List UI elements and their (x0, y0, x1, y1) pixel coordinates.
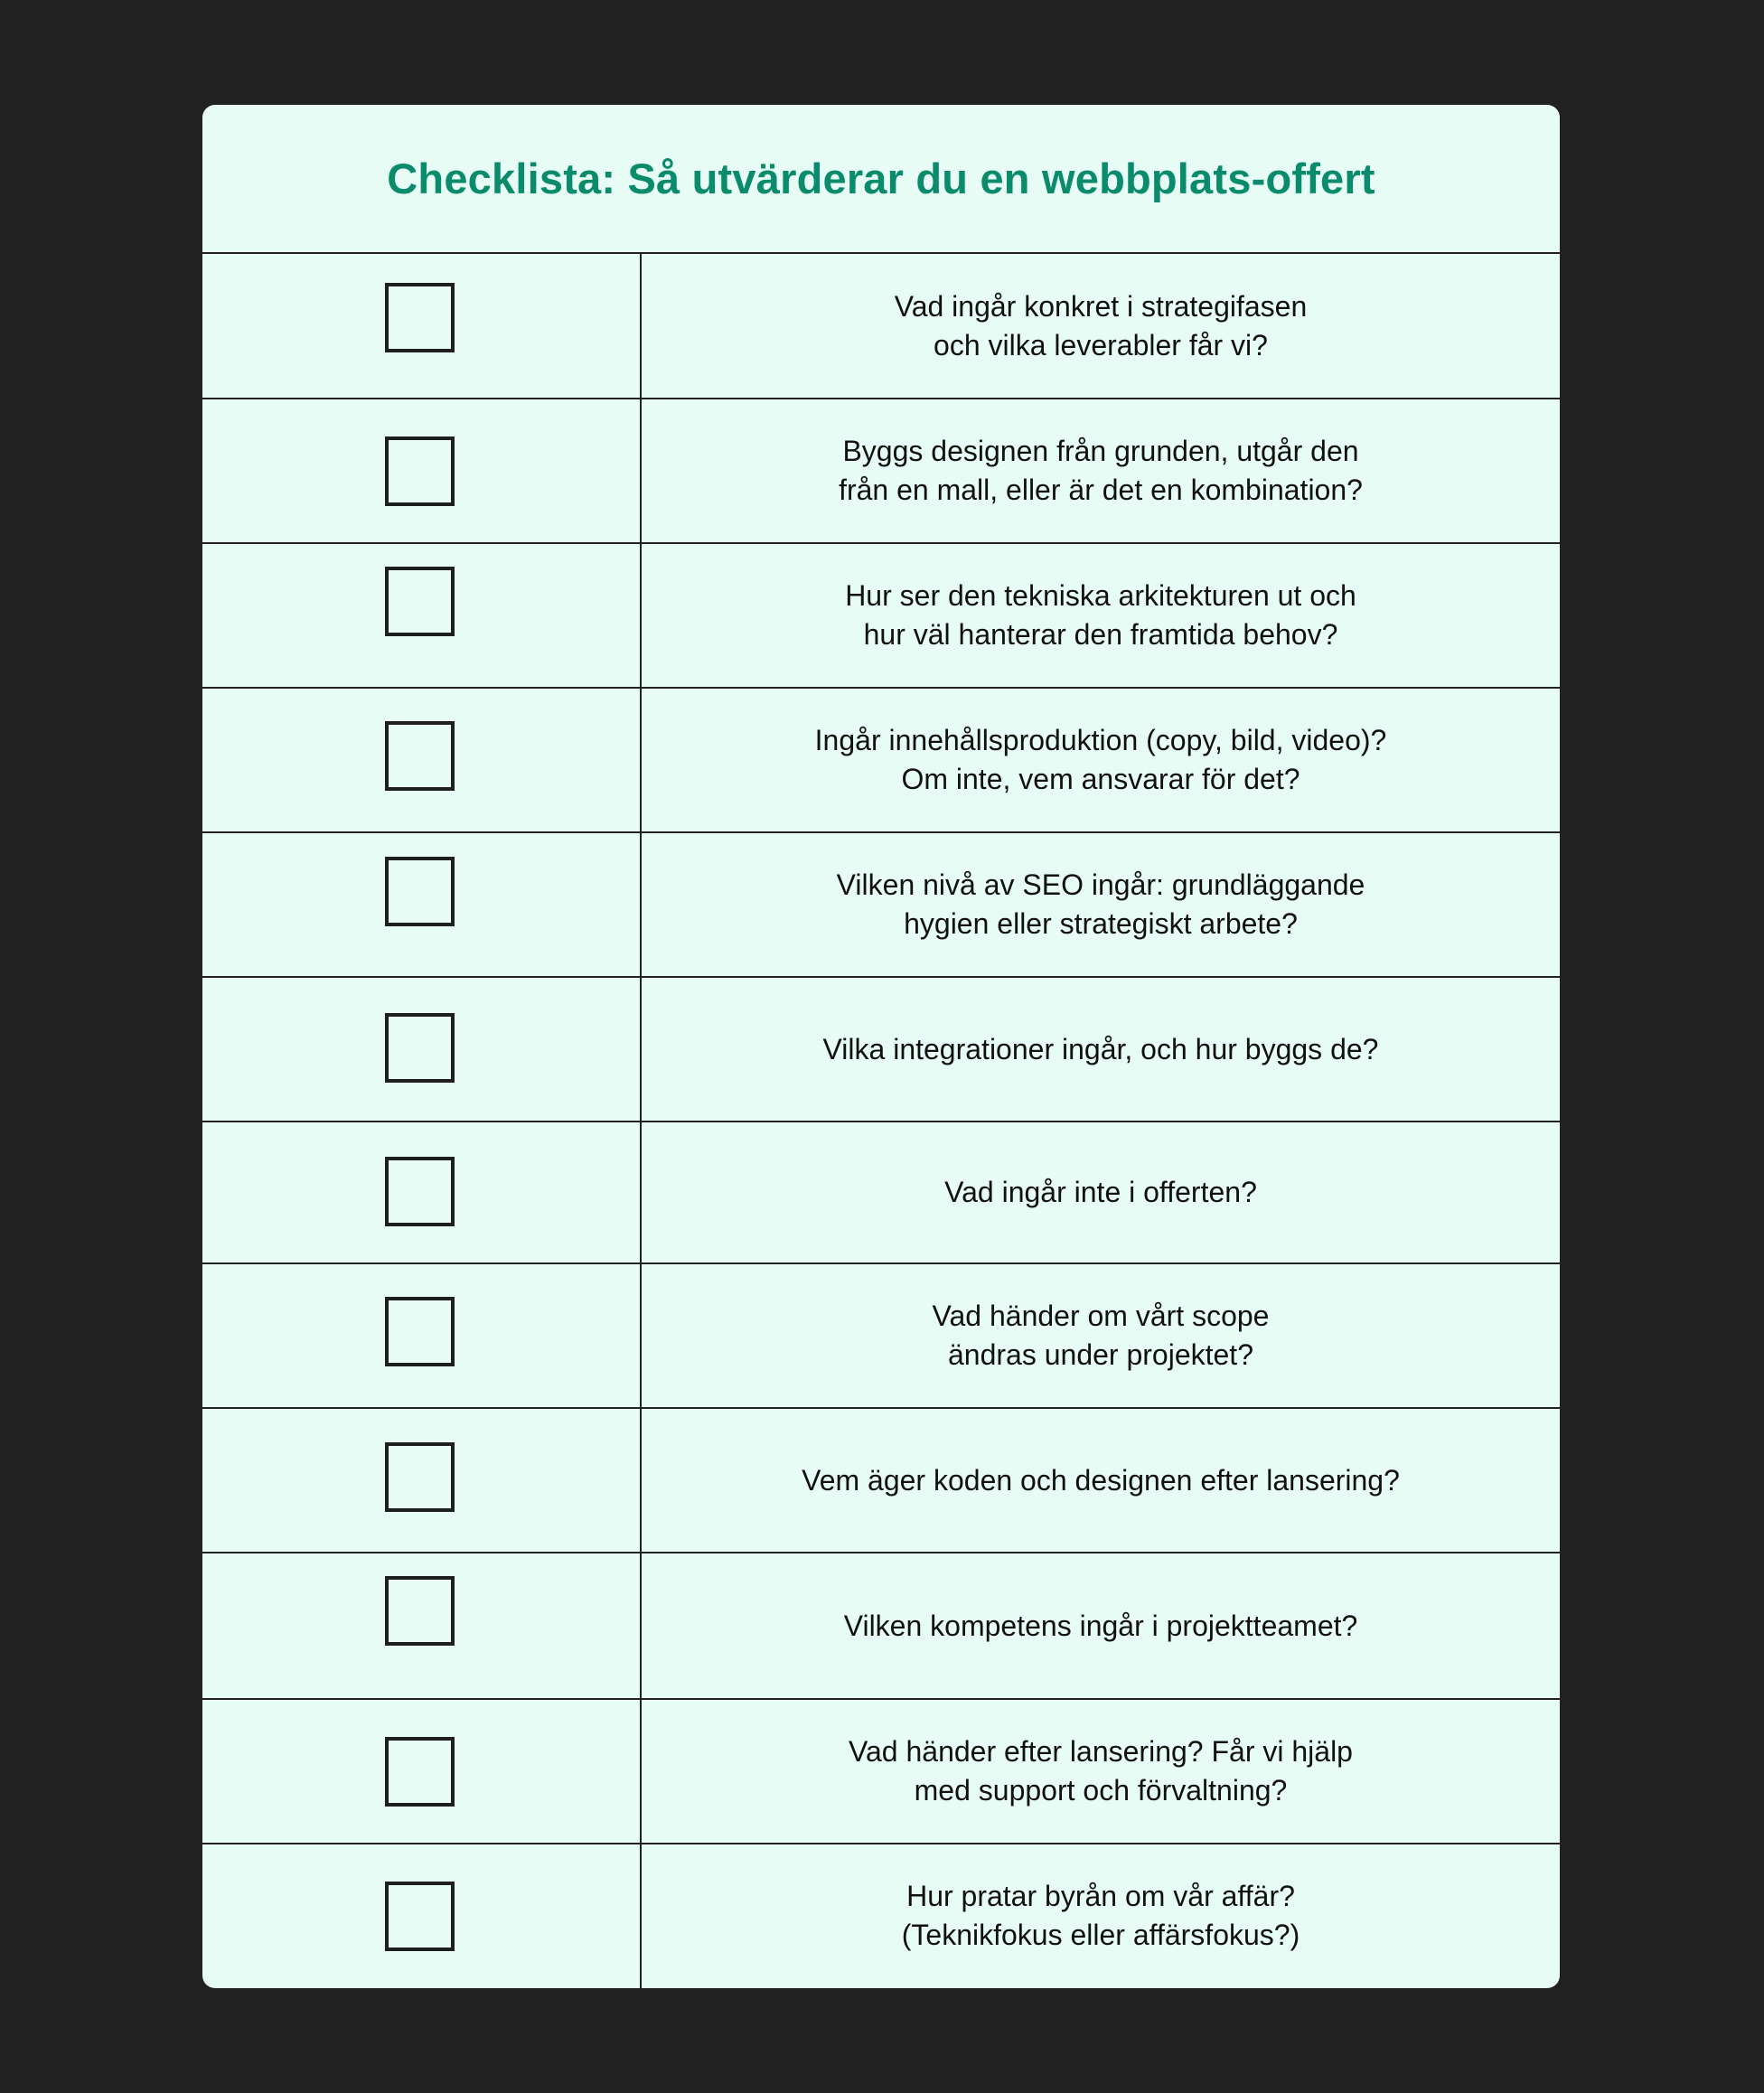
checkbox-cell (202, 254, 642, 399)
question-text: Ingår innehållsproduktion (copy, bild, video)? Om inte, vem ansvarar för det? (814, 724, 1387, 795)
question-cell (642, 688, 1560, 832)
checkbox-cell (202, 1122, 642, 1263)
question-cell (642, 1122, 1560, 1263)
question-text: Vad händer efter lansering? Får vi hjälp med support och förvaltning? (849, 1735, 1353, 1807)
checklist-row (202, 254, 1560, 399)
checkbox[interactable] (385, 1157, 455, 1226)
checkbox-cell (202, 977, 642, 1122)
checklist-row (202, 399, 1560, 543)
checklist-row (202, 1844, 1560, 1988)
checkbox-cell (202, 1553, 642, 1699)
checklist-row (202, 543, 1560, 688)
checkbox[interactable] (385, 721, 455, 791)
checkbox[interactable] (385, 1882, 455, 1951)
checkbox[interactable] (385, 436, 455, 506)
question-text: Vilken kompetens ingår i projektteamet? (843, 1609, 1358, 1642)
checkbox[interactable] (385, 1013, 455, 1083)
checklist-row (202, 1699, 1560, 1844)
checkbox[interactable] (385, 567, 455, 636)
checkbox-cell (202, 1408, 642, 1553)
question-text: Hur ser den tekniska arkitekturen ut och hur väl hanterar den framtida behov? (845, 579, 1356, 651)
question-cell (642, 1263, 1560, 1408)
checklist-row (202, 1553, 1560, 1699)
question-text: Vad händer om vårt scope ändras under projektet? (932, 1300, 1270, 1371)
checkbox-cell (202, 1844, 642, 1988)
checklist-row (202, 1263, 1560, 1408)
checkbox[interactable] (385, 283, 455, 352)
question-cell (642, 254, 1560, 399)
question-cell (642, 977, 1560, 1122)
checkbox[interactable] (385, 1442, 455, 1512)
checklist-header (202, 105, 1560, 254)
question-cell (642, 1699, 1560, 1844)
question-cell (642, 832, 1560, 977)
checkbox-cell (202, 1699, 642, 1844)
question-cell (642, 543, 1560, 688)
question-text: Vem äger koden och designen efter lansering? (802, 1463, 1400, 1497)
checklist-card (202, 105, 1560, 1988)
checkbox-cell (202, 688, 642, 832)
checkbox-cell (202, 1263, 642, 1408)
checklist-row (202, 832, 1560, 977)
checkbox[interactable] (385, 1737, 455, 1807)
question-text: Vad ingår inte i offerten? (944, 1176, 1257, 1208)
question-text: Hur pratar byrån om vår affär? (Teknikfokus eller affärsfokus?) (901, 1880, 1300, 1951)
checklist-title: Checklista: Så utvärderar du en webbplats-offert (387, 155, 1375, 202)
question-text: Vad ingår konkret i strategifasen och vilka leverabler får vi? (894, 290, 1308, 361)
checklist-row (202, 1408, 1560, 1553)
question-text: Byggs designen från grunden, utgår den från en mall, eller är det en kombination? (839, 435, 1363, 506)
checklist-row (202, 688, 1560, 832)
checklist-row (202, 977, 1560, 1122)
checkbox-cell (202, 543, 642, 688)
checkbox[interactable] (385, 857, 455, 926)
question-text: Vilken nivå av SEO ingår: grundläggande hygien eller strategiskt arbete? (836, 868, 1365, 940)
checkbox[interactable] (385, 1576, 455, 1646)
question-cell (642, 399, 1560, 543)
question-cell (642, 1408, 1560, 1553)
checklist-table (202, 254, 1560, 1988)
checklist-row (202, 1122, 1560, 1263)
question-cell (642, 1553, 1560, 1699)
question-cell (642, 1844, 1560, 1988)
question-text: Vilka integrationer ingår, och hur byggs de? (822, 1032, 1379, 1065)
checkbox-cell (202, 399, 642, 543)
checkbox[interactable] (385, 1297, 455, 1366)
checkbox-cell (202, 832, 642, 977)
